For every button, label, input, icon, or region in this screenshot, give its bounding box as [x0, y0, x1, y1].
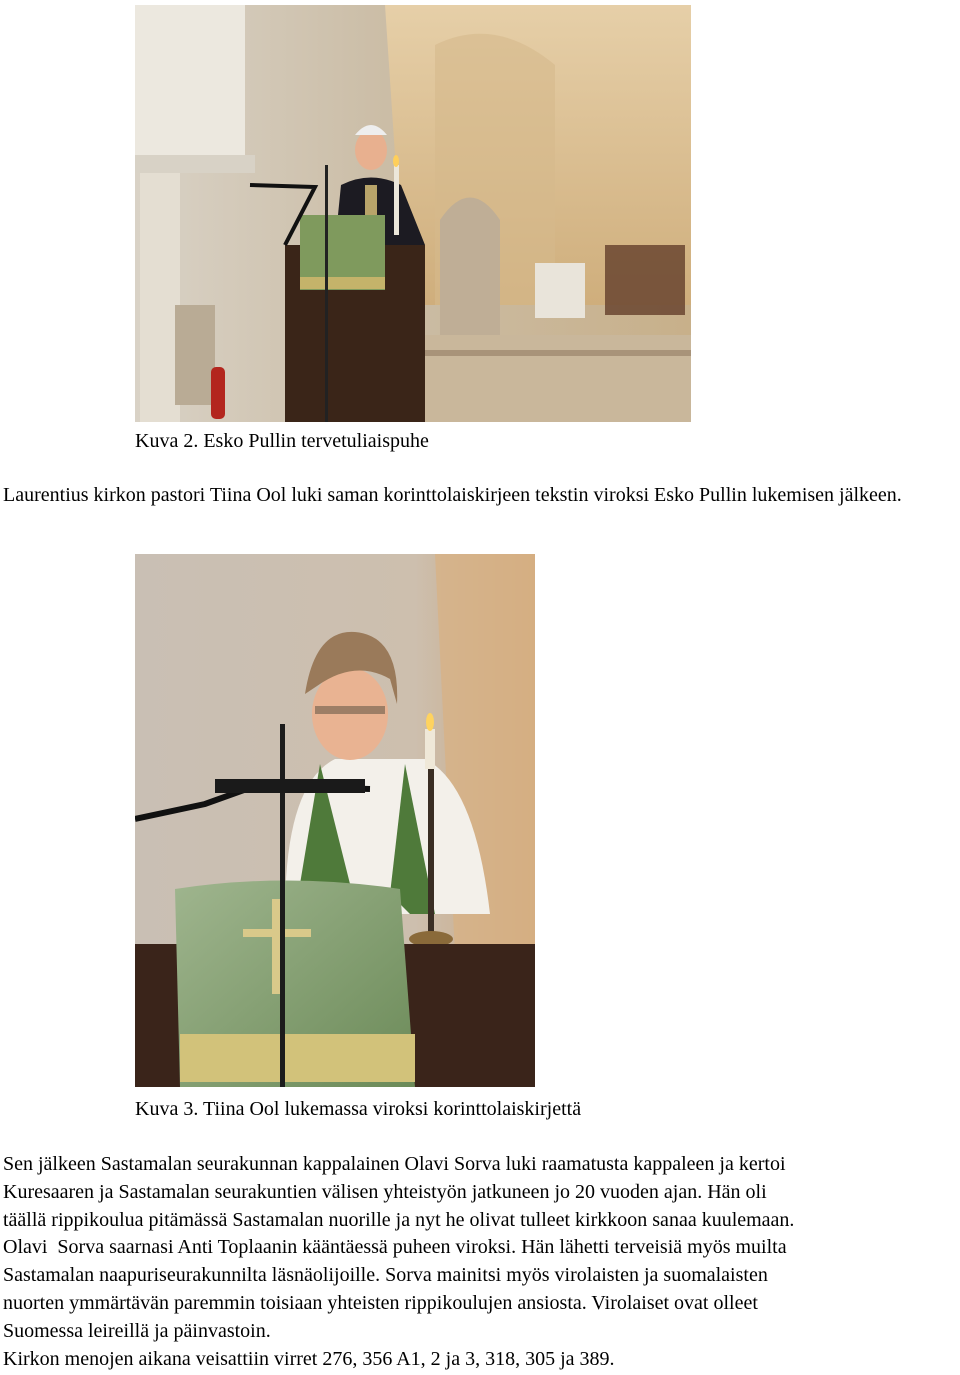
- main-paragraph: [3, 1151, 959, 1373]
- figure-caption: Kuva 2. Esko Pullin tervetuliaispuhe: [135, 430, 429, 452]
- figure-caption: Kuva 3. Tiina Ool lukemassa viroksi korinttolaiskirjettä: [135, 1098, 582, 1120]
- photo-esko-pulli-speech: [135, 5, 691, 422]
- intro-paragraph: [3, 482, 943, 510]
- text-line: täällä rippikoulua pitämässä Sastamalan nuorille ja nyt he olivat tulleet kirkkoon sanaa kuulemaan.: [3, 1208, 795, 1231]
- text-line: Sastamalan naapuriseurakunnilta läsnäolijoille. Sorva mainitsi myös virolaisten ja suomalaisten: [3, 1264, 768, 1287]
- intro-text: Laurentius kirkon pastori Tiina Ool luki saman korinttolaiskirjeen tekstin viroksi Esko Pullin lukemisen jälkeen.: [3, 484, 902, 506]
- text-line: Kuresaaren ja Sastamalan seurakuntien välisen yhteistyön jatkuneen jo 20 vuoden ajan. Hän oli: [3, 1180, 767, 1203]
- text-line: Kirkon menojen aikana veisattiin virret 276, 356 A1, 2 ja 3, 318, 305 ja 389.: [3, 1347, 615, 1370]
- text-line: Olavi Sorva saarnasi Anti Toplaanin kääntäessä puheen viroksi. Hän lähetti terveisiä myös muilta: [3, 1236, 787, 1259]
- photo-tiina-ool-reading: [135, 554, 535, 1087]
- text-line: Suomessa leireillä ja päinvastoin.: [3, 1319, 271, 1342]
- text-line: Sen jälkeen Sastamalan seurakunnan kappalainen Olavi Sorva luki raamatusta kappaleen ja kertoi: [3, 1153, 786, 1175]
- text-line: nuorten ymmärtävän paremmin toisiaan yhteisten rippikoulujen ansiosta. Virolaiset ovat olleet: [3, 1291, 758, 1314]
